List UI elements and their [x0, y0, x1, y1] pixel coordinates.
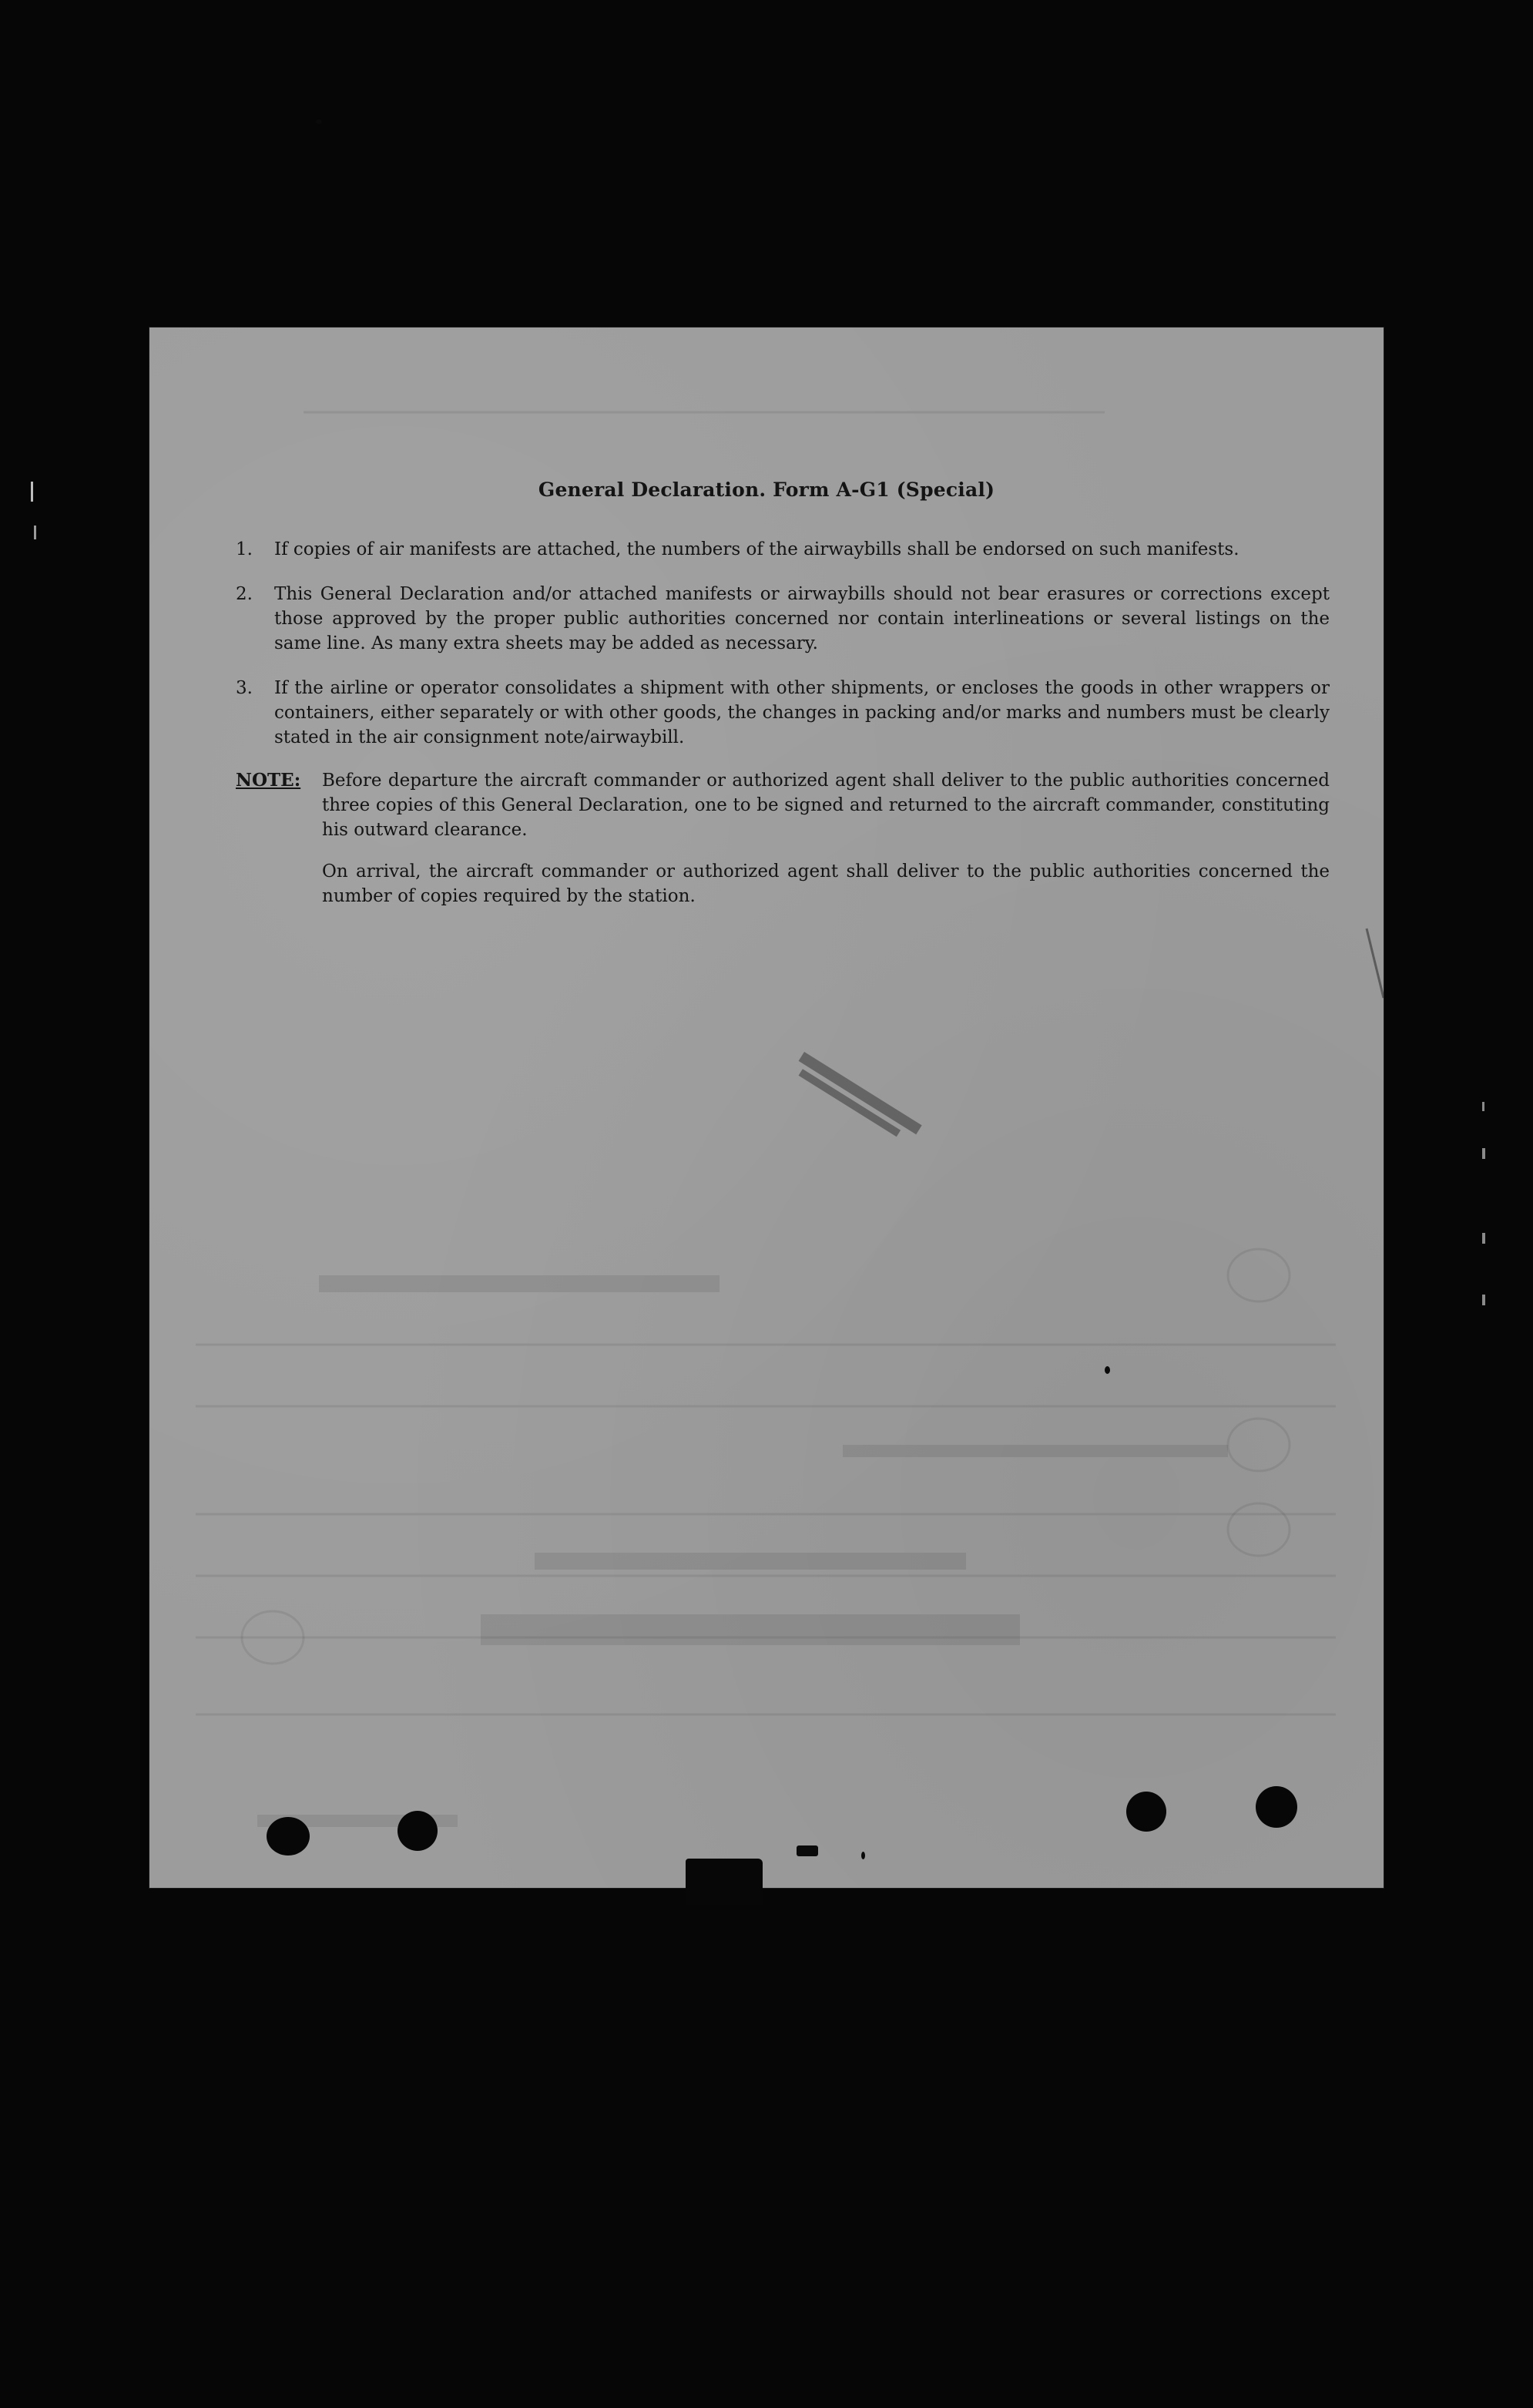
instruction-item — [236, 537, 1330, 568]
document-page — [149, 327, 1384, 1888]
item-number: 3. — [236, 678, 253, 698]
paper-speck — [1105, 1366, 1110, 1374]
item-text: This General Declaration and/or attached manifests or airwaybills should not bear erasures or corrections except those approved by the proper public authorities concerned nor contain interlineations or several listings on the same line. As many extra sheets may be added as necessary. — [274, 584, 1330, 653]
note-label: NOTE: — [236, 770, 301, 791]
binding-tab — [686, 1859, 763, 1905]
punch-hole — [267, 1817, 310, 1856]
note-arrival — [236, 859, 1330, 917]
edge-mark — [1482, 1233, 1485, 1244]
instruction-item — [236, 582, 1330, 667]
paper-speck — [797, 1845, 818, 1856]
paper-speck — [861, 1852, 865, 1859]
punch-hole — [398, 1811, 438, 1851]
item-number: 2. — [236, 584, 253, 604]
page-title: General Declaration. Form A-G1 (Special) — [538, 479, 995, 501]
note-block — [236, 768, 1330, 853]
dust-speck — [316, 119, 322, 124]
edge-mark — [31, 482, 33, 502]
edge-mark — [34, 526, 36, 539]
punch-hole — [1126, 1792, 1166, 1832]
instruction-item — [236, 676, 1330, 761]
edge-mark — [1482, 1295, 1485, 1305]
note-text: Before departure the aircraft commander or authorized agent shall deliver to the public authorities concerned three copies of this General Declaration, one to be signed and returned to the aircraft commander, constituting his outward clearance. — [322, 771, 1330, 840]
edge-mark — [1482, 1102, 1484, 1111]
punch-hole — [1256, 1786, 1297, 1828]
bleed-stamp-mark — [789, 1036, 974, 1160]
item-text: If copies of air manifests are attached, the numbers of the airwaybills shall be endorsed on such manifests. — [274, 539, 1239, 559]
note-arrival-text: On arrival, the aircraft commander or authorized agent shall deliver to the public authorities concerned the number of copies required by the station. — [322, 861, 1330, 906]
edge-mark — [1482, 1148, 1485, 1159]
item-text: If the airline or operator consolidates a shipment with other shipments, or encloses the goods in other wrappers or containers, either separately or with other goods, the changes in packing and/or marks and numbers must be clearly stated in the air consignment note/airwaybill. — [274, 678, 1330, 747]
item-number: 1. — [236, 539, 253, 559]
